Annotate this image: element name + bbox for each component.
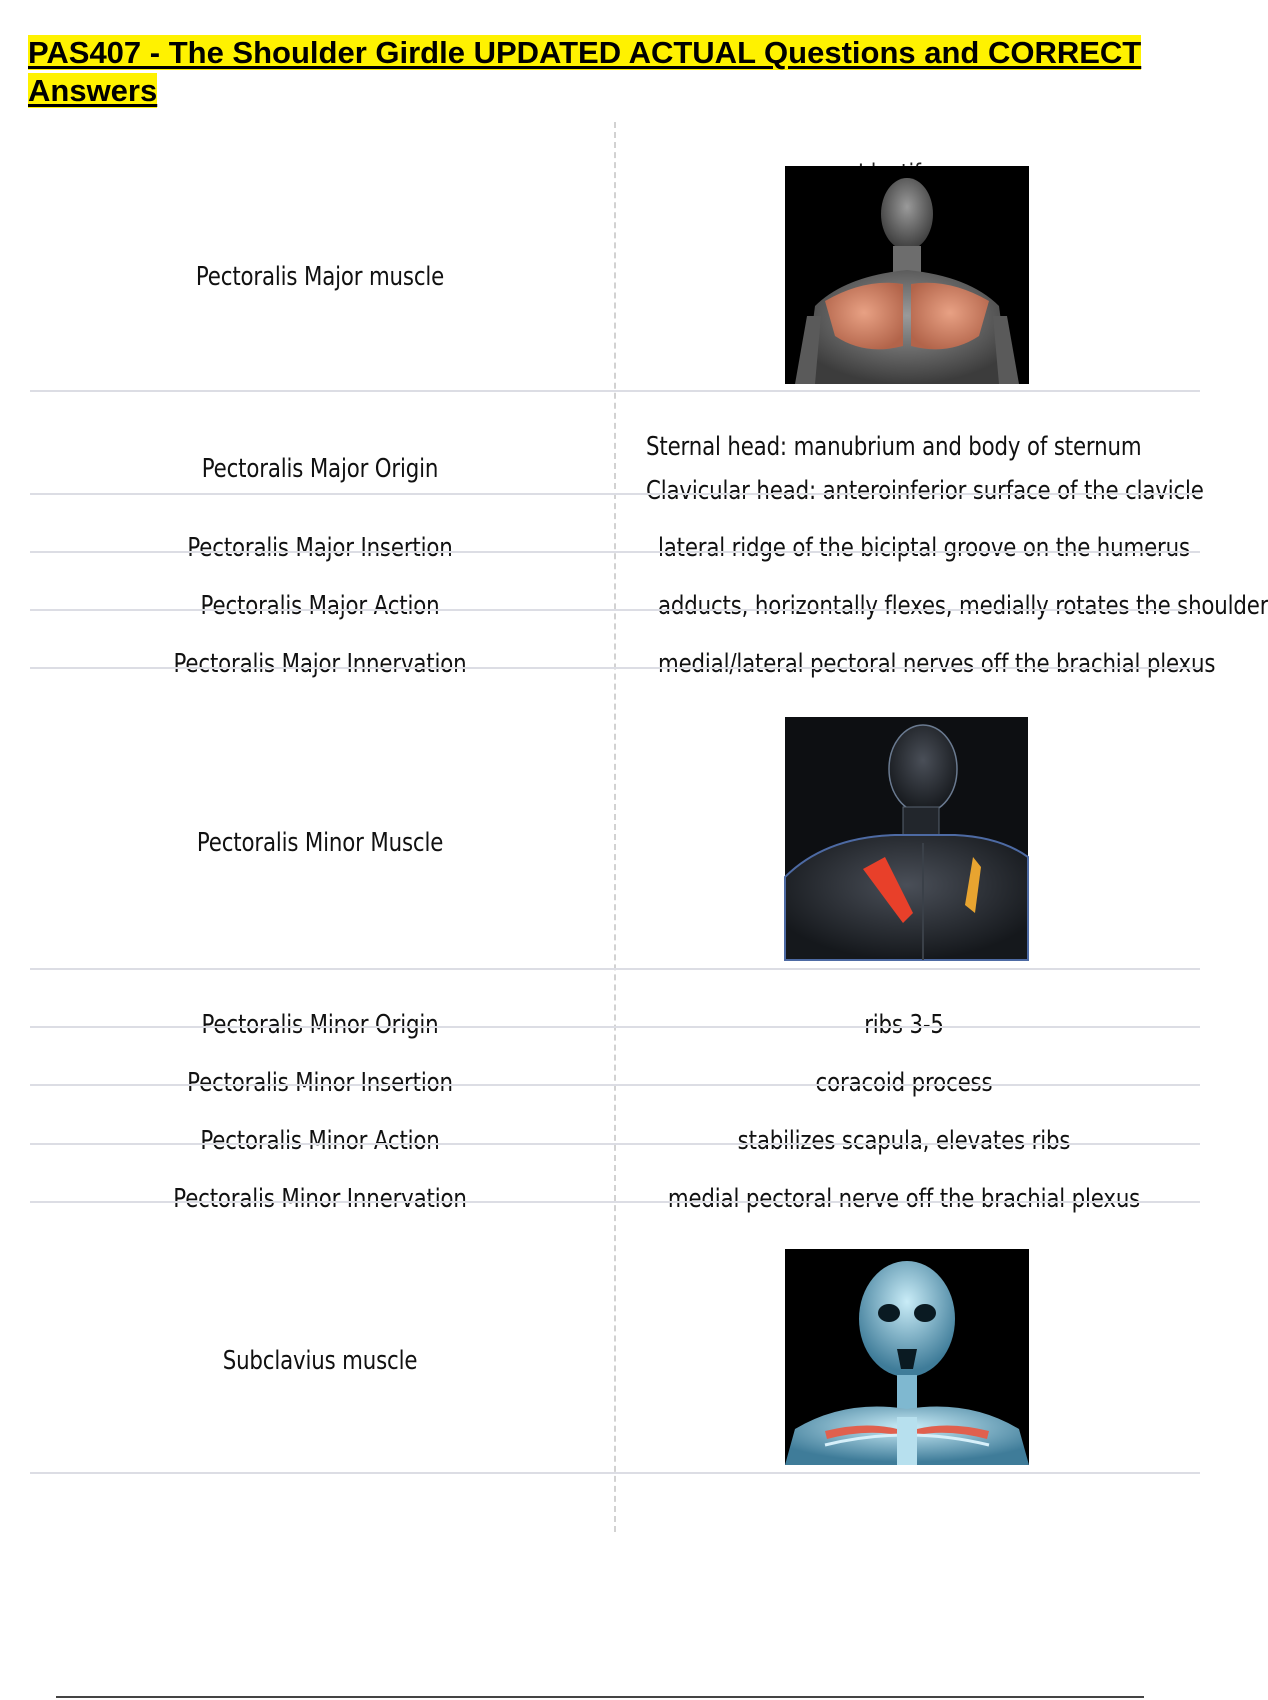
row-divider — [30, 1084, 1200, 1086]
subclavius-image — [785, 1249, 1029, 1465]
def-pec-minor-origin: ribs 3-5 — [864, 1010, 944, 1040]
def-pec-minor-action: stabilizes scapula, elevates ribs — [737, 1126, 1071, 1156]
pec-minor-image — [785, 717, 1028, 960]
def-pec-major-origin-line1: Sternal head: manubrium and body of sternum — [646, 432, 1142, 462]
row-divider — [30, 609, 1200, 611]
column-divider — [614, 122, 616, 1532]
page-bottom-rule — [56, 1696, 1144, 1698]
row-divider — [30, 1201, 1200, 1203]
row-divider — [30, 968, 1200, 970]
title-line-2: Answers — [28, 73, 158, 108]
def-pec-major-insertion: lateral ridge of the biciptal groove on the humerus — [658, 533, 1190, 563]
row-divider — [30, 493, 1200, 495]
document-title — [28, 34, 1200, 110]
def-pec-minor-innervation: medial pectoral nerve off the brachial plexus — [667, 1184, 1141, 1214]
term-pec-minor-muscle: Pectoralis Minor Muscle — [196, 828, 444, 858]
term-pec-major-insertion: Pectoralis Major Insertion — [187, 533, 453, 563]
row-divider — [30, 551, 1200, 553]
term-pec-major-muscle: Pectoralis Major muscle — [195, 262, 445, 292]
term-pec-major-innervation: Pectoralis Major Innervation — [173, 649, 467, 679]
term-pec-major-origin: Pectoralis Major Origin — [201, 454, 439, 484]
pec-major-image — [785, 166, 1029, 384]
row-divider — [30, 390, 1200, 392]
def-pec-major-innervation: medial/lateral pectoral nerves off the brachial plexus — [658, 649, 1216, 679]
term-pec-minor-insertion: Pectoralis Minor Insertion — [187, 1068, 453, 1098]
term-pec-minor-origin: Pectoralis Minor Origin — [201, 1010, 439, 1040]
row-divider — [30, 1472, 1200, 1474]
term-pec-minor-innervation: Pectoralis Minor Innervation — [173, 1184, 467, 1214]
def-pec-major-action: adducts, horizontally flexes, medially rotates the shoulder — [658, 591, 1268, 621]
term-subclavius-muscle: Subclavius muscle — [222, 1346, 418, 1376]
def-pec-minor-insertion: coracoid process — [815, 1068, 993, 1098]
row-divider — [30, 667, 1200, 669]
def-pec-major-origin-line2: Clavicular head: anteroinferior surface of the clavicle — [646, 476, 1204, 506]
row-divider — [30, 1026, 1200, 1028]
title-line-1: PAS407 - The Shoulder Girdle UPDATED ACTUAL Questions and CORRECT — [28, 35, 1142, 70]
row-divider — [30, 1143, 1200, 1145]
term-pec-minor-action: Pectoralis Minor Action — [200, 1126, 440, 1156]
term-pec-major-action: Pectoralis Major Action — [200, 591, 440, 621]
